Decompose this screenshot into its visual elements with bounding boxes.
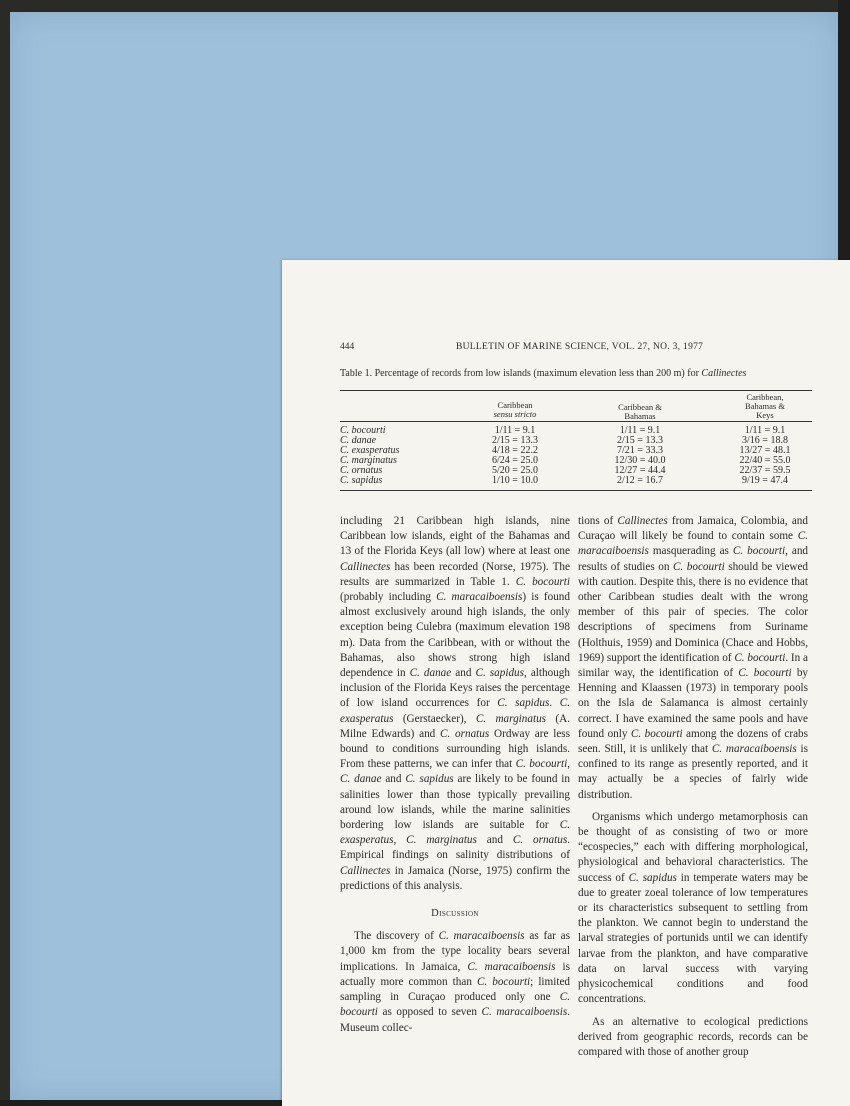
value-caribbean-bahamas: 12/30 = 40.0 <box>614 455 666 466</box>
col-header-caribbean-bahamas-keys: Caribbean, Bahamas & Keys <box>745 392 785 420</box>
species-name: C. marginatus <box>340 455 397 466</box>
journal-title: BULLETIN OF MARINE SCIENCE, VOL. 27, NO. 3, 1977 <box>456 342 704 352</box>
table-1 <box>340 390 812 491</box>
value-caribbean-bahamas-keys: 9/19 = 47.4 <box>742 475 788 486</box>
value-caribbean: 2/15 = 13.3 <box>492 435 538 446</box>
value-caribbean-bahamas: 7/21 = 33.3 <box>617 445 663 456</box>
text-column-left <box>340 514 570 1043</box>
col-header-caribbean: Caribbean sensu stricto <box>493 400 537 419</box>
species-name: C. bocourti <box>340 425 386 436</box>
value-caribbean: 1/10 = 10.0 <box>492 475 538 486</box>
text-column-right <box>578 514 808 1067</box>
table-row <box>340 476 812 486</box>
species-name: C. exasperatus <box>340 445 400 456</box>
value-caribbean-bahamas-keys: 1/11 = 9.1 <box>744 425 786 436</box>
paragraph: As an alternative to ecological predictions derived from geographic records, records can be compared with those of another group <box>578 1015 808 1058</box>
journal-page <box>282 260 850 1106</box>
value-caribbean-bahamas: 2/15 = 13.3 <box>617 435 663 446</box>
value-caribbean-bahamas-keys: 22/37 = 59.5 <box>739 465 791 476</box>
value-caribbean: 5/20 = 25.0 <box>492 465 538 476</box>
value-caribbean-bahamas: 2/12 = 16.7 <box>617 475 663 486</box>
value-caribbean: 6/24 = 25.0 <box>492 455 538 466</box>
col-header-caribbean-bahamas: Caribbean & Bahamas <box>618 402 662 421</box>
paragraph: Organisms which undergo metamorphosis can be thought of as consisting of two or more “ecospecies,” each with differing morphological, physiological and behavioral characteristics. The success of C. sapidus in temperate waters may be due to greater zoeal tolerance of low temperatures or its characteristics subsequent to settling from the plankton. We cannot begin to understand the larval strategies of portunids until we can identify larvae from the plankton, and have comparative data on larval success with varying physicochemical conditions and food concentrations. <box>578 810 809 1006</box>
table-caption: Table 1. Percentage of records from low islands (maximum elevation less than 200 m) for Callinectes <box>340 368 747 379</box>
value-caribbean-bahamas: 12/27 = 44.4 <box>614 465 666 476</box>
paragraph: tions of Callinectes from Jamaica, Colombia, and Curaçao will likely be found to contain some C. maracaiboensis masquerading as C. bocourti, and results of studies on C. bocourti should be viewed with caution. Despite this, there is no evidence that other Caribbean studies dealt with the wrong member of this pair of species. The color descriptions of specimens from Suriname (Holthuis, 1959) and Dominica (Chace and Hobbs, 1969) support the identification of C. bocourti. In a similar way, the identification of C. bocourti by Henning and Klaassen (1973) in temporary pools on the Isla de Salamanca is almost certainly correct. I have examined the same pools and have found only C. bocourti among the dozens of crabs seen. Still, it is unlikely that C. maracaiboensis is confined to its range as presently reported, and it may actually be a species of fairly wide distribution. <box>578 515 809 801</box>
section-heading-discussion: Discussion <box>431 908 479 920</box>
paragraph: including 21 Caribbean high islands, nine Caribbean low islands, eight of the Bahamas and 13 of the Florida Keys (all low) where at least one Callinectes has been recorded (Norse, 1975). The results are summarized in Table 1. C. bocourti (probably including C. maracaiboensis) is found almost exclusively around high islands, the only exception being Culebra (maximum elevation 198 m). Data from the Caribbean, with or without the Bahamas, also shows strong high island dependence in C. danae and C. sapidus, although inclusion of the Florida Keys raises the percentage of low island occurrences for C. sapidus. C. exasperatus (Gerstaecker), C. marginatus (A. Milne Edwards) and C. ornatus Ordway are less bound to conditions surrounding high islands. From these patterns, we can infer that C. bocourti, C. danae and C. sapidus are likely to be found in salinities lower than those typically prevailing around low islands, while the marine salinities bordering low islands are suitable for C. exasperatus, C. marginatus and C. ornatus. Empirical findings on salinity distributions of Callinectes in Jamaica (Norse, 1975) confirm the predictions of this analysis. <box>340 515 571 892</box>
paragraph: The discovery of C. maracaiboensis as far as 1,000 km from the type locality bears several implications. In Jamaica, C. maracaiboensis is actually more common than C. bocourti; limited sampling in Curaçao produced only one C. bocourti as opposed to seven C. maracaiboensis. Museum collec- <box>340 930 571 1034</box>
species-name: C. danae <box>340 435 377 446</box>
value-caribbean-bahamas-keys: 3/16 = 18.8 <box>742 435 788 446</box>
value-caribbean-bahamas: 1/11 = 9.1 <box>619 425 661 436</box>
table-column-headers <box>340 391 812 421</box>
value-caribbean: 4/18 = 22.2 <box>492 445 538 456</box>
species-name: C. sapidus <box>340 475 383 486</box>
value-caribbean-bahamas-keys: 13/27 = 48.1 <box>739 445 791 456</box>
page-number: 444 <box>340 342 355 352</box>
value-caribbean-bahamas-keys: 22/40 = 55.0 <box>739 455 791 466</box>
species-name: C. ornatus <box>340 465 383 476</box>
table-bottom-rule <box>340 490 812 491</box>
value-caribbean: 1/11 = 9.1 <box>494 425 536 436</box>
